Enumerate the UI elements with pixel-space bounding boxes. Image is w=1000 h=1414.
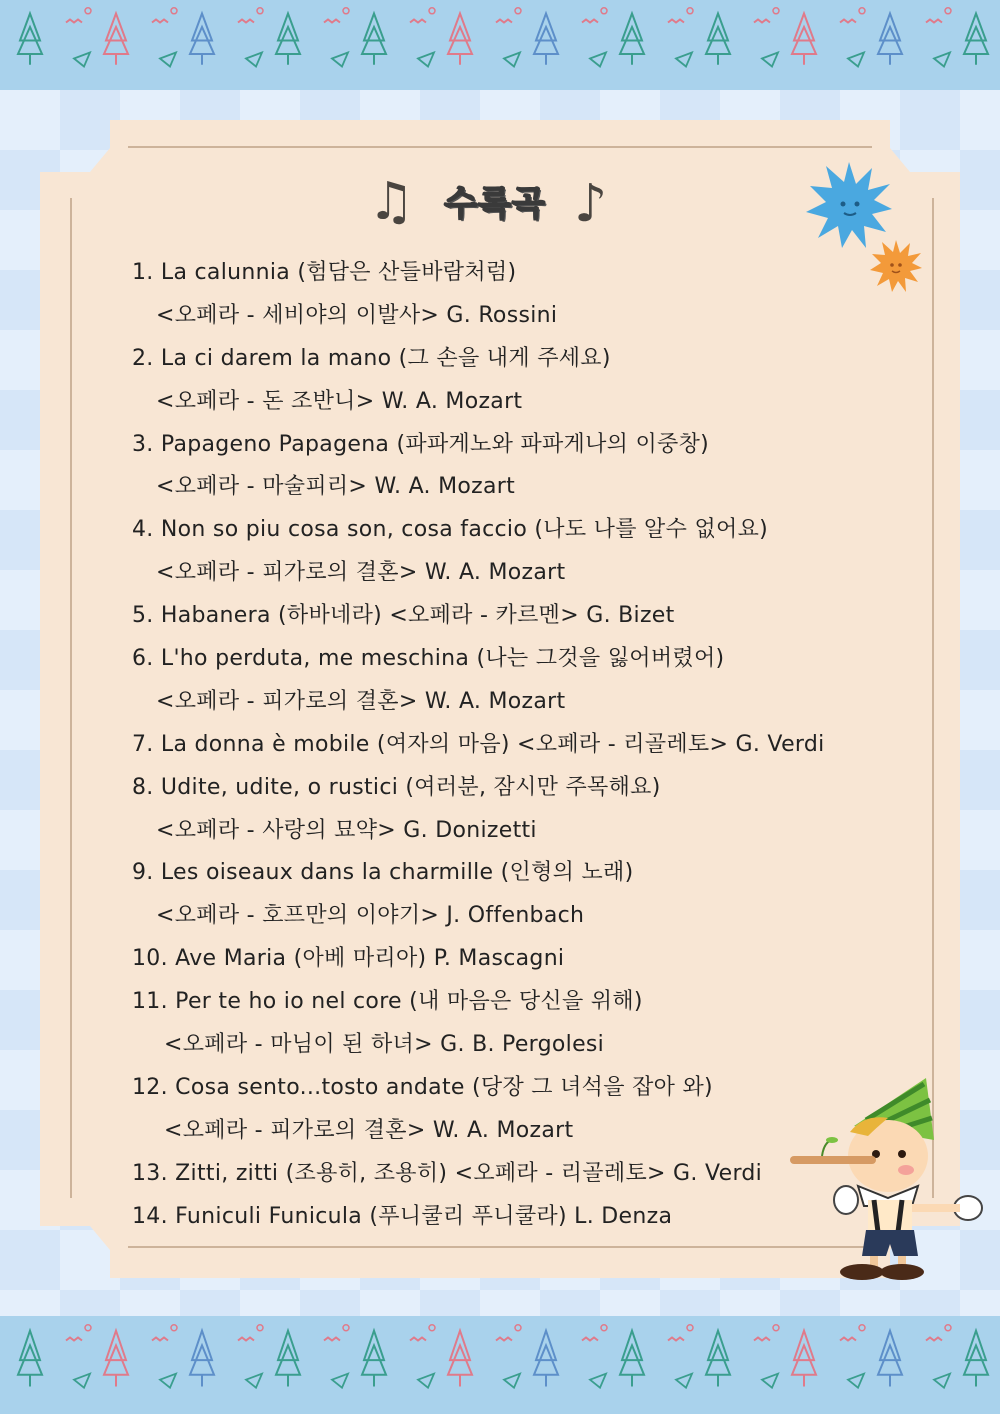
song-title-line: 10. Ave Maria (아베 마리아) P. Mascagni — [132, 946, 565, 972]
squiggle-doodle — [926, 20, 942, 23]
song-opera-line: <오페라 - 피가로의 결혼> W. A. Mozart — [164, 1117, 574, 1143]
tree-doodle — [620, 14, 644, 65]
leaf-doodle — [590, 1374, 606, 1388]
squiggle-doodle — [582, 20, 598, 23]
circle-doodle — [515, 1325, 521, 1331]
tree-doodle — [362, 14, 386, 65]
leaf-doodle — [504, 1374, 520, 1388]
squiggle-doodle — [324, 20, 340, 23]
song-opera-line: <오페라 - 돈 조반니> W. A. Mozart — [156, 388, 523, 414]
tree-doodle — [964, 1331, 988, 1387]
eighth-note-icon: ♪ — [574, 174, 608, 234]
squiggle-doodle — [496, 20, 512, 23]
leaf-doodle — [332, 1374, 348, 1388]
tree-doodle — [964, 14, 988, 65]
squiggle-doodle — [840, 1338, 856, 1341]
leaf-doodle — [590, 53, 606, 67]
leaf-doodle — [246, 53, 262, 67]
blue-sun-icon — [806, 162, 892, 248]
circle-doodle — [515, 8, 521, 14]
squiggle-doodle — [238, 1338, 254, 1341]
song-list — [132, 252, 892, 1238]
card-border-bottom — [128, 1246, 872, 1248]
circle-doodle — [859, 1325, 865, 1331]
song-title-line: 11. Per te ho io nel core (내 마음은 당신을 위해) — [132, 989, 643, 1015]
tree-doodle — [878, 14, 902, 65]
circle-doodle — [257, 1325, 263, 1331]
tree-doodle — [878, 1331, 902, 1387]
song-title-line: 13. Zitti, zitti (조용히, 조용히) <오페라 - 리골레토> G. Verdi — [132, 1160, 763, 1186]
bottom-decorative-band — [0, 1316, 1000, 1414]
tree-doodle — [276, 1331, 300, 1387]
song-title-line: 1. La calunnia (험담은 산들바람처럼) — [132, 260, 517, 285]
tree-doodle — [620, 1331, 644, 1387]
leaf-doodle — [418, 1374, 434, 1388]
tree-doodle — [190, 14, 214, 65]
song-title-line: 14. Funiculi Funicula (푸니쿨리 푸니쿨라) L. Denza — [132, 1203, 673, 1229]
song-opera-line: <오페라 - 피가로의 결혼> W. A. Mozart — [156, 560, 566, 586]
leaf-doodle — [676, 53, 692, 67]
leaf-doodle — [160, 1374, 176, 1388]
leaf-doodle — [504, 53, 520, 67]
squiggle-doodle — [582, 1338, 598, 1341]
tree-doodle — [706, 14, 730, 65]
leaf-doodle — [418, 53, 434, 67]
leaf-doodle — [762, 1374, 778, 1388]
leaf-doodle — [160, 53, 176, 67]
circle-doodle — [945, 1325, 951, 1331]
song-title-line: 3. Papageno Papagena (파파게노와 파파게나의 이중창) — [132, 431, 710, 457]
leaf-doodle — [848, 1374, 864, 1388]
circle-doodle — [85, 1325, 91, 1331]
squiggle-doodle — [152, 1338, 168, 1341]
squiggle-doodle — [152, 20, 168, 23]
card-border-right — [932, 198, 934, 1198]
squiggle-doodle — [926, 1338, 942, 1341]
circle-doodle — [343, 8, 349, 14]
card-border-left — [70, 198, 72, 1198]
circle-doodle — [429, 8, 435, 14]
leaf-doodle — [74, 53, 90, 67]
leaf-doodle — [934, 1374, 950, 1388]
circle-doodle — [945, 8, 951, 14]
circle-doodle — [429, 1325, 435, 1331]
song-opera-line: <오페라 - 사랑의 묘약> G. Donizetti — [156, 817, 537, 843]
leaf-doodle — [246, 1374, 262, 1388]
squiggle-doodle — [668, 1338, 684, 1341]
song-opera-line: <오페라 - 마술피리> W. A. Mozart — [156, 474, 516, 500]
leaf-doodle — [74, 1374, 90, 1388]
tree-doodle — [792, 14, 816, 65]
song-title-line: 12. Cosa sento...tosto andate (당장 그 녀석을 잡아 와) — [132, 1074, 713, 1100]
circle-doodle — [687, 1325, 693, 1331]
squiggle-doodle — [238, 20, 254, 23]
circle-doodle — [171, 8, 177, 14]
song-title-line: 2. La ci darem la mano (그 손을 내게 주세요) — [132, 345, 611, 371]
tree-doodle — [534, 1331, 558, 1387]
beamed-notes-icon: ♫ — [368, 172, 415, 232]
song-title-line: 9. Les oiseaux dans la charmille (인형의 노래) — [132, 860, 634, 886]
squiggle-doodle — [410, 20, 426, 23]
squiggle-doodle — [324, 1338, 340, 1341]
leaf-doodle — [676, 1374, 692, 1388]
tree-doodle — [448, 1331, 472, 1387]
pinocchio-illustration — [784, 1070, 994, 1280]
circle-doodle — [773, 1325, 779, 1331]
circle-doodle — [85, 8, 91, 14]
tree-doodle — [18, 14, 42, 65]
song-title-line: 4. Non so piu cosa son, cosa faccio (나도 나를 알수 없어요) — [132, 517, 768, 543]
squiggle-doodle — [840, 20, 856, 23]
leaf-doodle — [934, 53, 950, 67]
song-opera-line: <오페라 - 피가로의 결혼> W. A. Mozart — [156, 688, 566, 714]
circle-doodle — [171, 1325, 177, 1331]
top-decorative-band — [0, 0, 1000, 90]
song-title-line: 7. La donna è mobile (여자의 마음) <오페라 - 리골레토> G. Verdi — [132, 731, 825, 757]
circle-doodle — [343, 1325, 349, 1331]
tree-doodle — [104, 1331, 128, 1387]
squiggle-doodle — [668, 20, 684, 23]
squiggle-doodle — [496, 1338, 512, 1341]
squiggle-doodle — [754, 1338, 770, 1341]
leaf-doodle — [848, 53, 864, 67]
page-title: 수록곡 — [444, 183, 546, 224]
circle-doodle — [859, 8, 865, 14]
tree-doodle — [448, 14, 472, 65]
song-opera-line: <오페라 - 마님이 된 하녀> G. B. Pergolesi — [164, 1032, 605, 1058]
circle-doodle — [773, 8, 779, 14]
tree-doodle — [362, 1331, 386, 1387]
circle-doodle — [687, 8, 693, 14]
squiggle-doodle — [410, 1338, 426, 1341]
tree-doodle — [534, 14, 558, 65]
tree-doodle — [792, 1331, 816, 1387]
song-title-line: 5. Habanera (하바네라) <오페라 - 카르멘> G. Bizet — [132, 603, 675, 629]
squiggle-doodle — [754, 20, 770, 23]
circle-doodle — [601, 8, 607, 14]
card-border-top — [128, 146, 872, 148]
squiggle-doodle — [66, 1338, 82, 1341]
circle-doodle — [601, 1325, 607, 1331]
tree-doodle — [104, 14, 128, 65]
song-title-line: 6. L'ho perduta, me meschina (나는 그것을 잃어버렸어) — [132, 646, 725, 672]
tree-doodle — [276, 14, 300, 65]
pattern-doodles — [0, 1316, 1000, 1414]
pattern-doodles — [0, 0, 1000, 90]
tree-doodle — [706, 1331, 730, 1387]
circle-doodle — [257, 8, 263, 14]
song-opera-line: <오페라 - 세비야의 이발사> G. Rossini — [156, 302, 558, 328]
song-title-line: 8. Udite, udite, o rustici (여러분, 잠시만 주목해요) — [132, 774, 661, 800]
song-opera-line: <오페라 - 호프만의 이야기> J. Offenbach — [156, 903, 585, 929]
tree-doodle — [190, 1331, 214, 1387]
leaf-doodle — [762, 53, 778, 67]
tree-doodle — [18, 1331, 42, 1387]
leaf-doodle — [332, 53, 348, 67]
squiggle-doodle — [66, 20, 82, 23]
